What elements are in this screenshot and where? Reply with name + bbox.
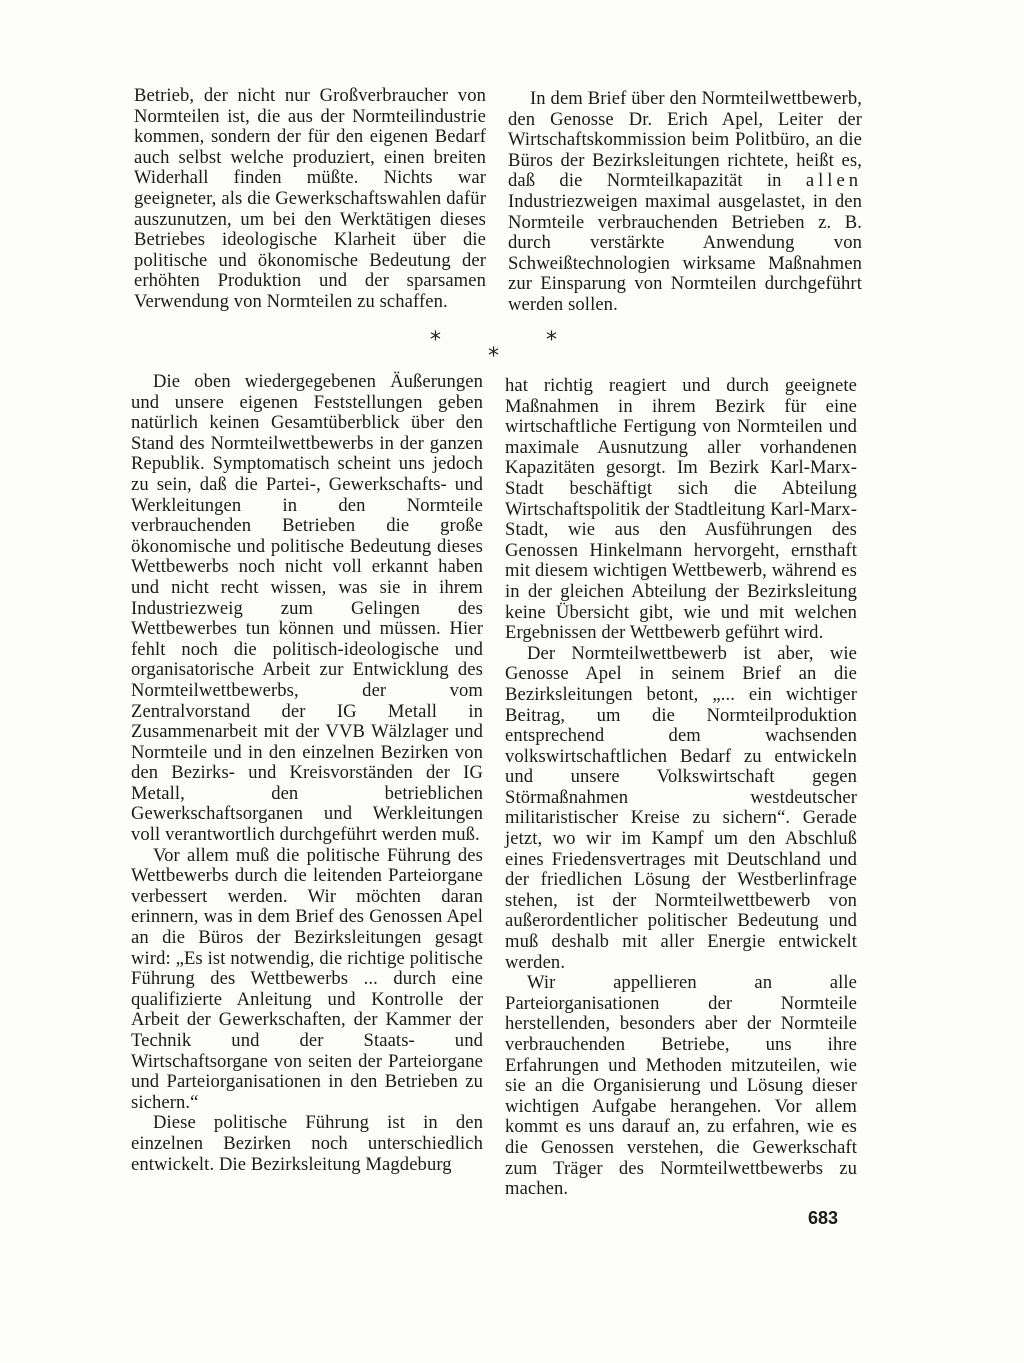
bottom-right-paragraph-3: Wir appellieren an alle Parteiorganisationen der Normteile herstellenden, besonders aber der Normteile verbrauchenden Betriebe, uns ihre Erfahrungen und Methoden mitzuteilen, wie sie an die Organisierung und Lösung dieser wichtigen Aufgabe herangehen. Vor allem kommt es uns darauf an, zu erfahren, wie es die Genossen verstehen, die Gewerkschaft zum Träger des Normteilwettbewerbs zu machen. bbox=[505, 972, 857, 1200]
top-right-text-part2: Industriezweigen maximal ausgelastet, in den Normteile verbrauchenden Betrieben z. B. durch verstärkte Anwendung von Schweißtechnologien wirksame Maßnahmen zur Einsparung von Normteilen durchgeführt werden sollen. bbox=[508, 190, 862, 315]
bottom-right-paragraph-2: Der Normteilwettbewerb ist aber, wie Genosse Apel in seinem Brief an die Bezirksleitungen betont, „... ein wichtiger Beitrag, um die Normteilproduktion entsprechend dem wachsenden volkswirtschaftlichen Bedarf zu entwickeln und unsere Volkswirtschaft gegen Störmaßnahmen westdeutscher militaristischer Kreise zu sichern“. Gerade jetzt, wo wir im Kampf um den Abschluß eines Friedensvertrages mit Deutschland und der friedlichen Lösung der Westberlinfrage stehen, ist der Normteilwettbewerb von außerordentlicher politischer Bedeutung und muß deshalb mit aller Energie entwickelt werden. bbox=[505, 642, 857, 973]
top-right-text-part1: In dem Brief über den Normteilwettbewerb, den Genosse Dr. Erich Apel, Leiter der Wirtschaftskommission beim Politbüro, an die Büros der Bezirksleitungen richtete, heißt es, daß die Normteilkapazität in bbox=[508, 88, 862, 192]
top-right-paragraph bbox=[508, 89, 862, 316]
section-separator-asterisk: * bbox=[546, 328, 557, 353]
top-left-paragraph: Betrieb, der nicht nur Großverbraucher von Normteilen ist, die aus der Normteilindustrie kommen, sondern der für den eigenen Bedarf auch selbst welche produziert, einen breiten Widerhall finden müßte. Nichts war geeigneter, als die Gewerkschaftswahlen dafür auszunutzen, um bei den Werktätigen dieses Betriebes ideologische Klarheit über die politische und ökonomische Bedeutung der erhöhten Produktion und der sparsamen Verwendung von Normteilen zu schaffen. bbox=[134, 85, 486, 312]
page-number: 683 bbox=[808, 1208, 839, 1228]
bottom-left-column bbox=[131, 372, 483, 1175]
emphasized-word: allen bbox=[805, 170, 862, 192]
bottom-right-column bbox=[505, 376, 857, 1200]
bottom-left-paragraph-1: Die oben wiedergegebenen Äußerungen und unsere eigenen Feststellungen geben natürlich keinen Gesamtüberblick über den Stand des Normteilwettbewerbs in der ganzen Republik. Symptomatisch scheint uns jedoch zu sein, daß die Partei-, Gewerkschafts- und Werkleitungen in den Normteile verbrauchenden Betrieben die große ökonomische und politische Bedeutung dieses Wettbewerbs noch nicht voll erkannt haben und nicht recht wissen, was sie in ihrem Industriezweig zum Gelingen des Wettbewerbes tun können und müssen. Hier fehlt noch die politisch-ideologische und organisatorische Arbeit zur Entwicklung des Normteilwettbewerbs, der vom Zentralvorstand der IG Metall in Zusammenarbeit mit der VVB Wälzlager und Normteile und in den einzelnen Bezirken von den Bezirks- und Kreisvorständen der IG Metall, den betrieblichen Gewerkschaftsorganen und Werkleitungen voll verantwortlich durchgeführt werden muß. bbox=[131, 371, 483, 846]
bottom-right-paragraph-1: hat richtig reagiert und durch geeignete Maßnahmen in ihrem Bezirk für eine wirtschaftliche Fertigung von Normteilen und maximale Ausnutzung aller vorhandenen Kapazitäten gesorgt. Im Bezirk Karl-Marx-Stadt beschäftigt sich die Abteilung Wirtschaftspolitik der Stadtleitung Karl-Marx-Stadt, wie aus den Ausführungen des Genossen Hinkelmann hervorgeht, ernsthaft mit diesem wichtigen Wettbewerb, während es in der gleichen Abteilung der Bezirksleitung keine Übersicht gibt, wie und mit welchen Ergebnissen der Wettbewerb geführt wird. bbox=[505, 375, 857, 644]
top-left-column bbox=[134, 86, 486, 313]
bottom-left-paragraph-3: Diese politische Führung ist in den einzelnen Bezirken noch unterschiedlich entwickelt. Die Bezirksleitung Magdeburg bbox=[131, 1112, 483, 1175]
section-separator-asterisk: * bbox=[430, 328, 441, 353]
top-right-column bbox=[508, 89, 862, 316]
bottom-left-paragraph-2: Vor allem muß die politische Führung des Wettbewerbs durch die leitenden Parteiorgane verbessert werden. Wir möchten daran erinnern, was in dem Brief des Genossen Apel an die Büros der Bezirksleitungen gesagt wird: „Es ist notwendig, die richtige politische Führung des Wettbewerbs ... durch eine qualifizierte Anleitung und Kontrolle der Arbeit der Gewerkschaften, der Kammer der Technik und der Staats- und Wirtschaftsorgane von seiten der Parteiorgane und Parteiorganisationen in den Betrieben zu sichern.“ bbox=[131, 844, 483, 1113]
section-separator-asterisk: * bbox=[488, 344, 499, 369]
